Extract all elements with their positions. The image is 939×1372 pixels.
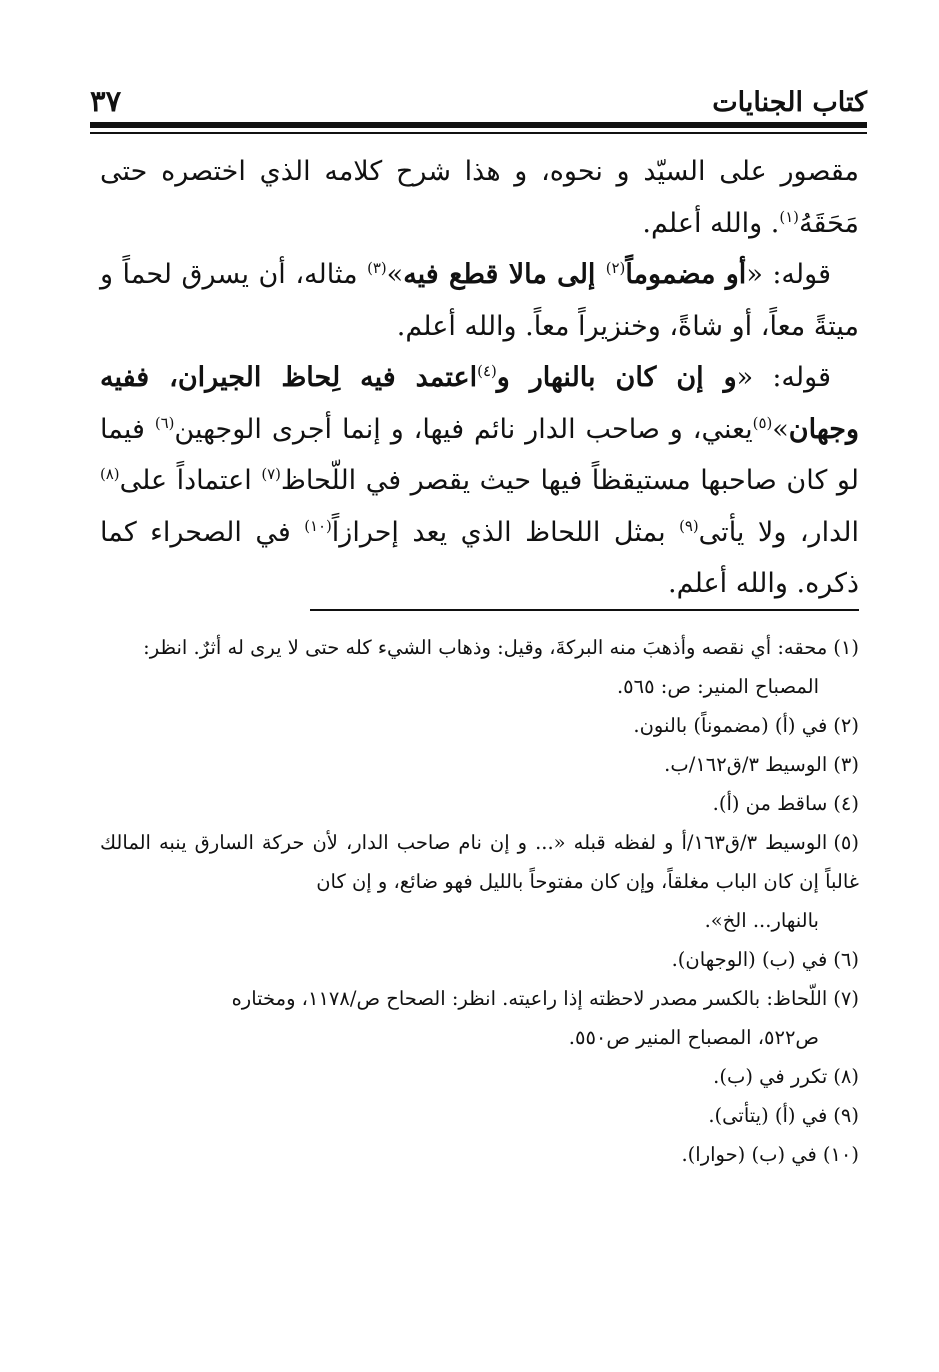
quoted-text: و إن كان بالنهار و (496, 362, 737, 393)
header-rule-thin (90, 132, 867, 134)
text-run: » (386, 259, 404, 290)
footnote-ref: (٤) (477, 362, 497, 380)
text-run: . والله أعلم. (642, 207, 780, 239)
paragraph-1 (100, 146, 859, 249)
footnotes (100, 628, 859, 1174)
footnote-ref: (٨) (100, 465, 120, 483)
footnote-item (100, 706, 859, 745)
text-run: في الصحراء كما ذكره. والله أعلم. (100, 516, 859, 599)
text-run: فيما لو كان صاحبها مستيقظاً فيها حيث يقصر في اللّحاظ (100, 413, 859, 496)
footnote-text: محقه: أي نقصه وأذهبَ منه البركةَ، وقيل: وذهاب الشيء كله حتى لا يرى له أثرٌ. انظر: (143, 636, 828, 659)
text-run: مثاله، أن يسرق لحماً و ميتةً معاً، أو شاةً، وخنزيراً معاً. والله أعلم. (100, 259, 859, 342)
quoted-text: أو مضموماً (625, 259, 747, 290)
paragraph-3 (100, 352, 859, 610)
header-rule-thick (90, 122, 867, 128)
footnote-item (100, 1057, 859, 1096)
text-run: قوله: « (746, 259, 831, 290)
text-run: بمثل اللحاظ الذي يعد إحرازاً (331, 516, 680, 548)
footnote-number: (٦) (833, 948, 859, 971)
footnote-number: (٩) (833, 1104, 859, 1127)
footnote-text: الوسيط ٣/ق١٦٢/ب. (664, 753, 828, 776)
footnote-number: (٥) (833, 831, 860, 854)
footnote-item (100, 1096, 859, 1135)
text-run: قوله: « (736, 362, 831, 393)
text-run: يعني، و صاحب الدار نائم فيها، و إنما أجرى الوجهين (174, 413, 753, 445)
text-run: مقصور على السيّد و نحوه، و هذا شرح كلامه الذي اختصره حتى (100, 156, 859, 187)
footnote-ref: (١) (779, 207, 799, 226)
paragraph-2 (100, 249, 859, 352)
footnote-continuation: المصباح المنير: ص: ٥٦٥. (616, 675, 819, 698)
footnote-number: (٤) (833, 792, 859, 815)
footnote-item (100, 784, 859, 823)
footnote-continuation: ص٥٢٢، المصباح المنير ص٥٥٠. (568, 1026, 819, 1049)
footnote-item (100, 979, 859, 1057)
footnote-number: (٧) (833, 987, 859, 1010)
footnote-text: في (ب) (الوجهان). (671, 948, 828, 971)
footnote-item (100, 628, 859, 706)
text-run: اعتماداً على (119, 465, 262, 496)
text-run: » (772, 413, 789, 445)
footnote-text: في (أ) (مضموناً) بالنون. (633, 714, 828, 737)
main-text (100, 146, 859, 610)
footnote-ref: (٣) (367, 259, 387, 277)
footnote-ref: (٩) (679, 516, 699, 535)
footnote-text: ساقط من (أ). (712, 792, 828, 815)
footnote-number: (١٠) (822, 1143, 859, 1166)
footnote-text: الوسيط ٣/ق١٦٣/أ و لفظه قبله «... و إن نام صاحب الدار، لأن حركة السارق ينبه المالك غالباً إن كان الباب مغلقاً، وإن كان مفتوحاً بالليل فهو ضائع، و إن كان (100, 831, 859, 893)
footnote-text: اللّحاظ: بالكسر مصدر لاحظته إذا راعيته. انظر: الصحاح ص/١١٧٨، ومختاره (231, 987, 828, 1010)
footnote-text: في (ب) (حوارا). (681, 1143, 817, 1166)
page-header (90, 76, 867, 116)
footnote-ref: (١٠) (304, 516, 332, 535)
text-run: الدار، ولا يأتى (698, 516, 859, 548)
footnote-item (100, 1135, 859, 1174)
footnote-number: (٢) (833, 714, 859, 737)
footnote-item (100, 940, 859, 979)
quoted-text: اعتمد فيه لِحاظ الجيران، ففيه وجهان (100, 362, 859, 445)
page-number: ٣٧ (90, 84, 122, 118)
footnote-separator (310, 609, 859, 611)
footnote-item (100, 823, 859, 940)
footnote-ref: (٥) (752, 413, 773, 432)
footnote-ref: (٢) (605, 259, 626, 277)
footnote-text: تكرر في (ب). (713, 1065, 828, 1088)
footnote-number: (٨) (833, 1065, 859, 1088)
quoted-text: إلى مالا قطع فيه (403, 259, 606, 290)
footnote-number: (١) (833, 636, 859, 659)
footnote-number: (٣) (833, 753, 859, 776)
footnote-ref: (٧) (261, 465, 281, 483)
text-run: مَحَقَهُ (798, 207, 859, 239)
book-title: كتاب الجنايات (712, 87, 867, 118)
footnote-item (100, 745, 859, 784)
footnote-ref: (٦) (154, 413, 175, 432)
footnote-text: في (أ) (يتأتى). (708, 1104, 828, 1127)
footnote-continuation: بالنهار... الخ». (704, 909, 819, 932)
